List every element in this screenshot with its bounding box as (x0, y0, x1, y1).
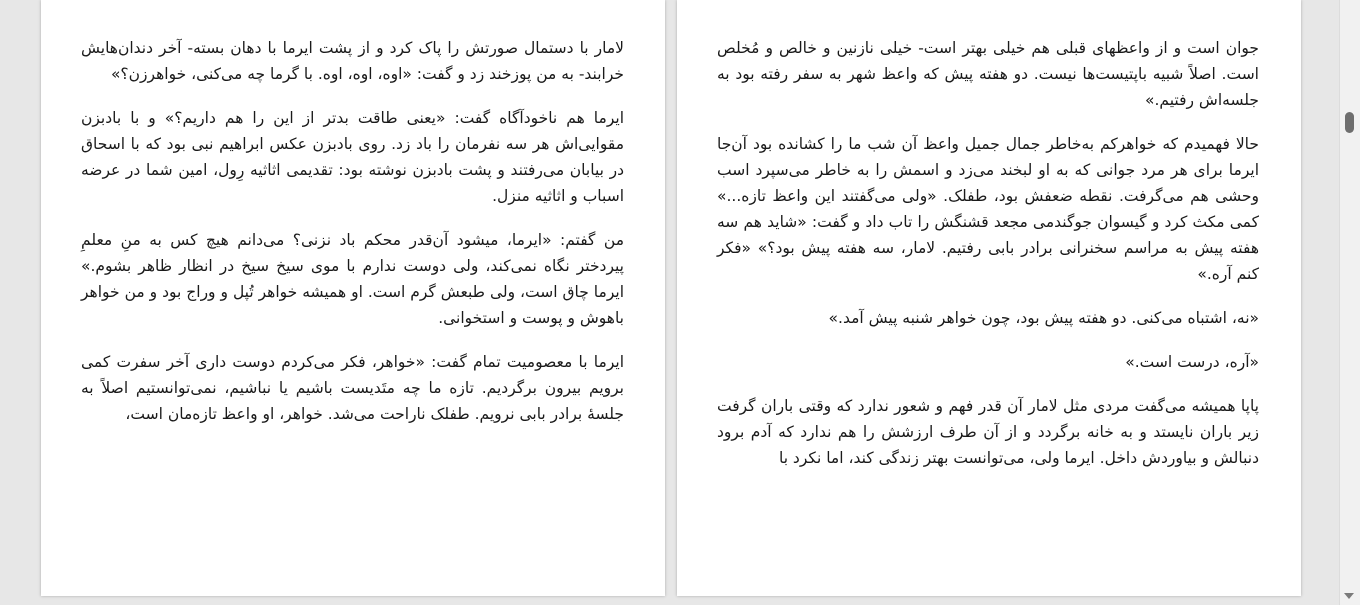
paragraph: «آره، درست است.» (1125, 353, 1259, 371)
paragraph: جوان است و از واعظهای قبلی هم خیلی بهتر است- خیلی نازنین و خالص و مُخلص است. اصلاً شبیه باپتیست‌ها نیست. دو هفته پیش که واعظ شهر به سفر رفته بود به جلسه‌اش رفتیم.» (717, 39, 1259, 109)
scroll-down-arrow-icon[interactable] (1344, 593, 1354, 599)
page-right-text (717, 35, 1259, 489)
paragraph: ایرما هم ناخودآگاه گفت: «یعنی طاقت بدتر از این را هم داریم؟» و با بادبزن مقوایی‌اش هر سه نفرمان را باد زد. روی بادبزن عکس ابراهیم نبی بود که با اسحاق در بیابان می‌رفتند و پشت بادبزن نوشته بود: تقدیمی اثاثیه رِول، امین شما در عرضه اسباب و اثاثیه منزل. (81, 109, 624, 205)
page-right (677, 0, 1301, 596)
paragraph: «نه، اشتباه می‌کنی. دو هفته پیش بود، چون خواهر شنبه پیش آمد.» (828, 309, 1259, 327)
paragraph: من گفتم: «ایرما، میشود آن‌قدر محکم باد نزنی؟ می‌دانم هیچ کس به منِ معلمِ پیردختر نگاه نمی‌کند، ولی دوست ندارم با موی سیخ سیخ در انظار ظاهر بشوم.» ایرما چاق است، ولی طبعش گرم است. او همیشه خواهر تُپل و وراج بود و من خواهر باهوش و پوست و استخوانی. (81, 231, 624, 327)
vertical-scrollbar[interactable] (1339, 0, 1360, 605)
paragraph: لامار با دستمال صورتش را پاک کرد و از پشت ایرما با دهان بسته- آخر دندان‌هایش خرابند- به من پوزخند زد و گفت: «اوه، اوه، اوه. با گرما چه می‌کنی، خواهرزن؟» (81, 39, 624, 83)
paragraph: پاپا همیشه می‌گفت مردی مثل لامار آن قدر فهم و شعور ندارد که وقتی باران گرفت زیر باران نایستد و به خانه برگردد و از آن طرف ارزشش را هم ندارد که آدم برود دنبالش و بیاوردش داخل. ایرما ولی، می‌توانست بهتر زندگی کند، اما نکرد با (717, 397, 1259, 467)
page-left (41, 0, 665, 596)
page-left-text (81, 35, 624, 445)
paragraph: حالا فهمیدم که خواهرکم به‌خاطر جمال جمیل واعظ آن شب ما را کشانده بود آن‌جا ایرما برای هر مرد جوانی که به او لبخند می‌زد و اسمش را به خاطر می‌سپرد اسب وحشی هم می‌گرفت. نقطه ضعفش بود، طفلک. «ولی می‌گفتند این واعظ تازه...» کمی مکث کرد و گیسوان جوگندمی مجعد قشنگش را تاب داد و گفت: «شاید هم سه هفته پیش به مراسم سخنرانی برادر بابی رفتیم. لامار، سه هفته پیش بود؟» «فکر کنم آره.» (717, 135, 1259, 283)
paragraph: ایرما با معصومیت تمام گفت: «خواهر، فکر می‌کردم دوست داری آخر سفرت کمی برویم بیرون برگردیم. تازه ما چه متَدیست باشیم یا نباشیم، نمی‌توانستیم اصلاً به جلسهٔ برادر بابی نرویم. طفلک ناراحت می‌شد. خواهر، او واعظ تازه‌مان است، (81, 353, 624, 423)
scroll-thumb[interactable] (1345, 112, 1354, 133)
